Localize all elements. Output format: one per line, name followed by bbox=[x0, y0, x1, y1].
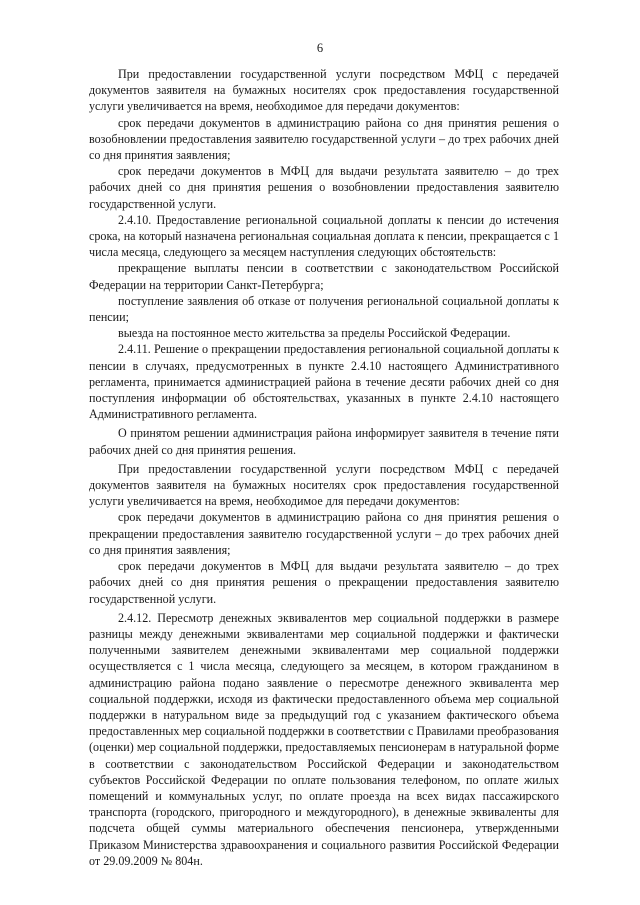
paragraph-mfc-transfer-intro-2: При предоставлении государственной услуги посредством МФЦ с передачей документов заявителя на бумажных носителях срок предоставления государственной услуги увеличивается на время, необходимое для передачи документов: bbox=[89, 461, 559, 509]
paragraph-2-4-11: 2.4.11. Решение о прекращении предоставления региональной социальной доплаты к пенсии в случаях, предусмотренных в пункте 2.4.10 настоящего Административного регламента, принимается администрацией района в течение десяти рабочих дней со дня поступления информации об обстоятельствах, указанных в пункте 2.4.10 настоящего Административного регламента. bbox=[89, 342, 559, 422]
paragraph-2-4-10: 2.4.10. Предоставление региональной социальной доплаты к пенсии до истечения срока, на который назначена региональная социальная доплата к пенсии, прекращается с 1 числа месяца, следующего за месяцем наступления следующих обстоятельств: bbox=[89, 212, 559, 260]
paragraph-decision-notice: О принятом решении администрация района информирует заявителя в течение пяти рабочих дней со дня принятия решения. bbox=[89, 426, 559, 457]
paragraph-2-4-12: 2.4.12. Пересмотр денежных эквивалентов мер социальной поддержки в размере разницы между денежными эквивалентами мер социальной поддержки и фактически полученными заявителем денежными эквивалентами мер социальной поддержки осуществляется с 1 числа месяца, следующего за месяцем, в котором гражданином в администрацию района подано заявление о пересмотре денежного эквивалента мер социальной поддержки, исходя из фактически предоставленного объема мер социальной поддержки в натуральном виде за предыдущий год с указанием фактического объема предоставленных мер социальной поддержки в соответствии с Правилами преобразования (оценки) мер социальной поддержки, предоставляемых пенсионерам в натуральной форме в соответствии с законодательством Российской Федерации и законодательством субъектов Российской Федерации по оплате пользования телефоном, по оплате жилых помещений и коммунальных услуг, по оплате проезда на всех видах пассажирского транспорта (городского, пригородного и междугородного), в денежные эквиваленты для подсчета общей суммы материального обеспечения пенсионера, утвержденными Приказом Министерства здравоохранения и социального развития Российской Федерации от 29.09.2009 № 804н. bbox=[89, 610, 559, 868]
paragraph-pension-termination: прекращение выплаты пенсии в соответствии с законодательством Российской Федерации на территории Санкт-Петербурга; bbox=[89, 261, 559, 292]
paragraph-transfer-to-admin: срок передачи документов в администрацию района со дня принятия решения о возобновлении предоставления заявителю государственной услуги – до трех рабочих дней со дня принятия заявления; bbox=[89, 115, 559, 163]
page-number: 6 bbox=[316, 41, 324, 55]
paragraph-transfer-to-admin-2: срок передачи документов в администрацию района со дня принятия решения о прекращении предоставления заявителю государственной услуги – до трех рабочих дней со дня принятия заявления; bbox=[89, 510, 559, 557]
paragraph-mfc-transfer-intro: При предоставлении государственной услуги посредством МФЦ с передачей документов заявителя на бумажных носителях срок предоставления государственной услуги увеличивается на время, необходимое для передачи документов: bbox=[89, 67, 559, 114]
paragraph-relocation: выезда на постоянное место жительства за пределы Российской Федерации. bbox=[118, 326, 511, 341]
paragraph-transfer-to-mfc-2: срок передачи документов в МФЦ для выдачи результата заявителю – до трех рабочих дней со дня принятия решения о прекращении предоставления заявителю государственной услуги. bbox=[89, 559, 559, 606]
paragraph-transfer-to-mfc: срок передачи документов в МФЦ для выдачи результата заявителю – до трех рабочих дней со дня принятия решения о возобновлении предоставления заявителю государственной услуги. bbox=[89, 164, 559, 211]
paragraph-refusal-application: поступление заявления об отказе от получения региональной социальной доплаты к пенсии; bbox=[89, 293, 559, 325]
document-body bbox=[89, 66, 559, 869]
